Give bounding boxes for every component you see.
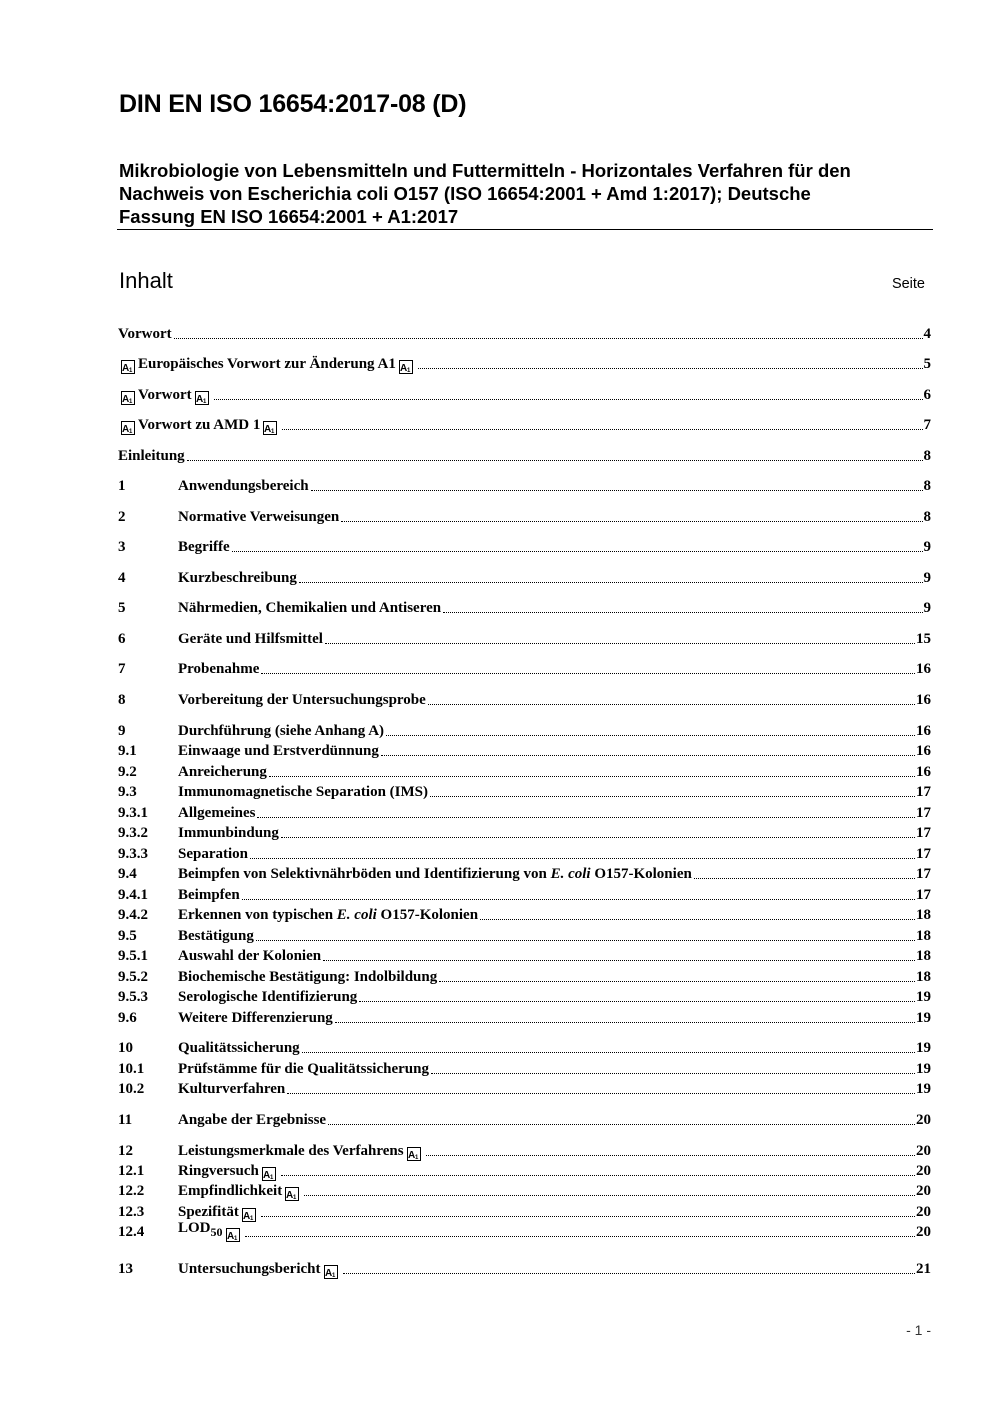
toc-entry-page: 19 <box>916 1040 931 1056</box>
toc-text-part: O157-Kolonien <box>376 907 479 923</box>
toc-entry[interactable] <box>118 1008 931 1028</box>
toc-entry-page: 19 <box>916 1081 931 1097</box>
toc-entry-page: 16 <box>916 764 931 780</box>
toc-entry-number: 4 <box>118 570 126 586</box>
dot-leader <box>480 918 915 920</box>
svg-text:1: 1 <box>233 1236 237 1242</box>
toc-entry-text: Untersuchungsbericht <box>178 1261 321 1277</box>
toc-text-subscript: 50 <box>210 1225 223 1239</box>
toc-entry-page: 18 <box>916 969 931 985</box>
svg-text:1: 1 <box>414 1155 418 1161</box>
svg-text:1: 1 <box>293 1195 297 1201</box>
amendment-end-icon <box>324 1265 338 1279</box>
toc-entry-page: 9 <box>923 539 931 555</box>
toc-entry-page: 17 <box>916 805 931 821</box>
toc-entry-page: 18 <box>916 907 931 923</box>
svg-text:1: 1 <box>129 368 133 374</box>
toc-entry-number: 9.4 <box>118 866 137 882</box>
toc-entry[interactable] <box>118 803 931 823</box>
dot-leader <box>302 1051 915 1053</box>
toc-entry-text: Prüfstämme für die Qualitätssicherung <box>178 1061 429 1077</box>
dot-leader <box>281 836 915 838</box>
dot-leader <box>381 754 915 756</box>
amendment-start-icon <box>121 421 135 435</box>
dot-leader <box>299 581 923 583</box>
title-rule <box>117 229 933 230</box>
toc-entry-number: 9.5 <box>118 928 137 944</box>
toc-entry-page: 16 <box>916 692 931 708</box>
dot-leader <box>694 877 915 879</box>
svg-text:1: 1 <box>331 1273 335 1279</box>
toc-entry-page: 16 <box>916 723 931 739</box>
toc-text-part: Beimpfen von Selektivnährböden und Identifizierung von <box>178 866 551 882</box>
toc-entry-number: 12 <box>118 1143 133 1159</box>
subtitle-line: Fassung EN ISO 16654:2001 + A1:2017 <box>119 206 459 227</box>
toc-entry-page: 20 <box>916 1112 931 1128</box>
svg-text:1: 1 <box>129 399 133 405</box>
toc-text-part: LOD <box>178 1220 211 1236</box>
toc-entry-page: 6 <box>923 387 931 403</box>
toc-entry-page: 18 <box>916 928 931 944</box>
toc-entry-number: 9.2 <box>118 764 137 780</box>
toc-entry[interactable] <box>118 507 931 527</box>
svg-text:A: A <box>264 424 272 435</box>
toc-entry-vorwort-a1[interactable] <box>118 385 931 405</box>
toc-entry[interactable] <box>118 690 931 710</box>
toc-entry[interactable] <box>118 762 931 782</box>
toc-entry[interactable] <box>118 926 931 946</box>
toc-entry-page: 20 <box>916 1224 931 1240</box>
toc-entry-text: Spezifität <box>178 1204 239 1220</box>
toc-entry[interactable] <box>118 721 931 741</box>
toc-entry-number: 10.2 <box>118 1081 145 1097</box>
toc-entry[interactable] <box>118 568 931 588</box>
toc-entry-text: Vorbereitung der Untersuchungsprobe <box>178 692 426 708</box>
dot-leader <box>269 775 915 777</box>
toc-entry-page: 20 <box>916 1204 931 1220</box>
svg-text:A: A <box>262 1170 271 1181</box>
toc-entry-page: 19 <box>916 989 931 1005</box>
toc-entry[interactable] <box>118 598 931 618</box>
dot-leader <box>256 939 915 941</box>
toc-entry-text: Ringversuch <box>178 1163 259 1179</box>
toc-entry-text: Anreicherung <box>178 764 267 780</box>
toc-entry-page: 20 <box>916 1163 931 1179</box>
toc-entry-text: Probenahme <box>178 661 260 677</box>
dot-leader <box>250 857 915 859</box>
dot-leader <box>261 672 915 674</box>
toc-entry[interactable] <box>118 1259 931 1279</box>
dot-leader <box>287 1092 915 1094</box>
dot-leader <box>174 337 923 339</box>
dot-leader <box>304 1194 915 1196</box>
toc-entry[interactable] <box>118 967 931 987</box>
toc-entry-text: Begriffe <box>178 539 230 555</box>
toc-entry-number: 12.2 <box>118 1183 145 1199</box>
toc-entry-text: Anwendungsbereich <box>178 478 309 494</box>
toc-entry-number: 11 <box>118 1112 133 1128</box>
toc-entry-page: 20 <box>916 1183 931 1199</box>
toc-entry-number: 9.3 <box>118 784 137 800</box>
toc-entry[interactable] <box>118 476 931 496</box>
amendment-end-icon <box>399 360 413 374</box>
toc-entry[interactable] <box>118 741 931 761</box>
toc-entry-number: 9 <box>118 723 126 739</box>
toc-entry[interactable] <box>118 1161 931 1181</box>
toc-entry-page: 9 <box>923 600 931 616</box>
toc-entry-page: 15 <box>916 631 931 647</box>
svg-text:A: A <box>195 394 203 405</box>
dot-leader <box>443 611 922 613</box>
toc-entry[interactable] <box>118 864 931 884</box>
toc-entry-text: Empfindlichkeit <box>178 1183 283 1199</box>
toc-entry-text: Normative Verweisungen <box>178 509 340 525</box>
toc-text-part: Erkennen von typischen <box>178 907 337 923</box>
dot-leader <box>257 816 915 818</box>
toc-entry[interactable] <box>118 987 931 1007</box>
dot-leader <box>335 1021 915 1023</box>
toc-entry[interactable] <box>118 823 931 843</box>
dot-leader <box>232 550 923 552</box>
subtitle-line: Nachweis von Escherichia coli O157 (ISO 16654:2001 + Amd 1:2017); Deutsche <box>119 183 811 204</box>
toc-entry-page: 16 <box>916 661 931 677</box>
svg-text:1: 1 <box>271 429 275 435</box>
toc-entry-text: Vorwort <box>118 326 172 342</box>
toc-entry-page: 17 <box>916 887 931 903</box>
dot-leader <box>428 703 915 705</box>
toc-entry-page: 17 <box>916 784 931 800</box>
toc-entry[interactable] <box>118 946 931 966</box>
toc-entry[interactable] <box>118 1110 931 1130</box>
toc-entry-text: Immunomagnetische Separation (IMS) <box>178 784 428 800</box>
toc-entry[interactable] <box>118 1202 931 1222</box>
svg-text:A: A <box>226 1231 234 1242</box>
toc-entry-text: Immunbindung <box>178 825 279 841</box>
toc-entry-page: 19 <box>916 1010 931 1026</box>
toc-entry-text: Europäisches Vorwort zur Änderung A1 <box>138 356 396 372</box>
toc-text-italic: E. coli <box>336 907 377 923</box>
toc-entry[interactable] <box>118 905 931 925</box>
dot-leader <box>242 898 915 900</box>
toc-entry-number: 1 <box>118 478 126 494</box>
toc-entry-number: 2 <box>118 509 126 525</box>
toc-entry-number: 9.3.3 <box>118 846 148 862</box>
toc-text-part: O157-Kolonien <box>590 866 692 882</box>
dot-leader <box>341 520 922 522</box>
toc-entry-vorwort[interactable] <box>118 324 931 344</box>
toc-entry-number: 12.1 <box>118 1163 145 1179</box>
svg-text:A: A <box>242 1211 251 1222</box>
dot-leader <box>214 398 923 400</box>
toc-entry-number: 6 <box>118 631 126 647</box>
toc-entry[interactable] <box>118 1181 931 1201</box>
subtitle-line: Mikrobiologie von Lebensmitteln und Futtermitteln - Horizontales Verfahren für den <box>119 160 851 181</box>
toc-entry-page: 4 <box>923 326 931 342</box>
toc-entry-text: Vorwort <box>138 387 192 403</box>
svg-text:A: A <box>407 1150 415 1161</box>
toc-entry-page: 17 <box>916 825 931 841</box>
toc-entry[interactable] <box>118 1222 931 1242</box>
svg-text:A: A <box>324 1268 332 1279</box>
toc-entry-vorwort-amd1[interactable] <box>118 415 931 435</box>
toc-entry-page: 17 <box>916 866 931 882</box>
toc-entry-text: Allgemeines <box>178 805 256 821</box>
dot-leader <box>430 795 915 797</box>
toc-entry[interactable] <box>118 1038 931 1058</box>
toc-entry-number: 3 <box>118 539 126 555</box>
toc-entry[interactable] <box>118 1059 931 1079</box>
dot-leader <box>386 734 915 736</box>
svg-text:A: A <box>286 1190 294 1201</box>
toc-entry-page: 8 <box>923 448 931 464</box>
toc-heading: Inhalt <box>119 268 173 293</box>
amendment-start-icon <box>121 360 135 374</box>
toc-entry-page: 5 <box>923 356 931 372</box>
dot-leader <box>328 1123 915 1125</box>
toc-entry-text: Angabe der Ergebnisse <box>178 1112 327 1128</box>
toc-entry-number: 9.3.2 <box>118 825 148 841</box>
svg-text:A: A <box>122 424 130 435</box>
dot-leader <box>261 1215 915 1217</box>
toc-page-column-label: Seite <box>891 276 925 292</box>
svg-text:1: 1 <box>269 1175 274 1181</box>
document-title: DIN EN ISO 16654:2017-08 (D) <box>119 90 467 118</box>
svg-text:A: A <box>122 394 130 405</box>
toc-entry-number: 9.5.2 <box>118 969 148 985</box>
svg-text:1: 1 <box>406 368 411 374</box>
svg-text:1: 1 <box>129 429 133 435</box>
amendment-end-icon <box>285 1187 299 1201</box>
toc-entry-number: 9.5.3 <box>118 989 148 1005</box>
toc-entry-text: Leistungsmerkmale des Verfahrens <box>178 1143 404 1159</box>
toc-entry-page: 16 <box>916 743 931 759</box>
toc-entry-number: 9.4.1 <box>118 887 148 903</box>
toc-entry[interactable] <box>118 1079 931 1099</box>
toc-entry-number: 5 <box>118 600 126 616</box>
svg-text:1: 1 <box>249 1216 254 1222</box>
toc-entry-number: 12.3 <box>118 1204 145 1220</box>
toc-entry-text: Geräte und Hilfsmittel <box>178 631 323 647</box>
toc-text-italic: E. coli <box>550 866 591 882</box>
dot-leader <box>323 959 915 961</box>
toc-entry-page: 18 <box>916 948 931 964</box>
toc-entry-text: Bestätigung <box>178 928 254 944</box>
toc-entry-page: 21 <box>916 1261 931 1277</box>
page-number: - 1 - <box>906 1322 931 1338</box>
toc-entry-text: Weitere Differenzierung <box>178 1010 333 1026</box>
toc-entry-einleitung[interactable] <box>118 446 931 466</box>
toc-entry[interactable] <box>118 659 931 679</box>
svg-text:A: A <box>399 363 408 374</box>
toc-entry-text <box>178 905 478 925</box>
toc-entry-number: 9.6 <box>118 1010 137 1026</box>
amendment-end-icon <box>226 1228 240 1242</box>
toc-entry-page: 9 <box>923 570 931 586</box>
toc-entry-page: 20 <box>916 1143 931 1159</box>
toc-entry-number: 9.5.1 <box>118 948 148 964</box>
amendment-end-icon <box>195 391 209 405</box>
toc-entry-text: Qualitätssicherung <box>178 1040 300 1056</box>
amendment-end-icon <box>407 1147 421 1161</box>
toc-entry-page: 8 <box>923 478 931 494</box>
amendment-end-icon <box>263 421 277 435</box>
svg-text:A: A <box>122 363 130 374</box>
toc-entry-text <box>178 864 692 884</box>
toc-entry-number: 9.3.1 <box>118 805 148 821</box>
dot-leader <box>245 1235 915 1237</box>
toc-entry[interactable] <box>118 885 931 905</box>
toc-entry-number: 9.4.2 <box>118 907 148 923</box>
dot-leader <box>325 642 915 644</box>
dot-leader <box>418 367 923 369</box>
toc-entry-number: 7 <box>118 661 126 677</box>
toc-entry-page: 8 <box>923 509 931 525</box>
dot-leader <box>343 1272 915 1274</box>
toc-entry-text: Nährmedien, Chemikalien und Antiseren <box>178 600 442 616</box>
toc-entry[interactable] <box>118 782 931 802</box>
document-subtitle <box>119 159 933 228</box>
toc-entry-text: Serologische Identifizierung <box>178 989 358 1005</box>
toc-entry-text: Beimpfen <box>178 887 240 903</box>
dot-leader <box>426 1154 915 1156</box>
dot-leader <box>311 489 923 491</box>
dot-leader <box>282 428 922 430</box>
toc-entry-text <box>178 1218 223 1242</box>
toc-entry-number: 10.1 <box>118 1061 145 1077</box>
svg-text:1: 1 <box>202 399 206 405</box>
dot-leader <box>431 1072 915 1074</box>
amendment-start-icon <box>121 391 135 405</box>
toc-entry[interactable] <box>118 537 931 557</box>
toc-entry-number: 12.4 <box>118 1224 145 1240</box>
dot-leader <box>187 459 923 461</box>
toc-entry-text: Auswahl der Kolonien <box>178 948 322 964</box>
toc-entry-page: 19 <box>916 1061 931 1077</box>
dot-leader <box>359 1000 915 1002</box>
toc-entry-text: Kurzbeschreibung <box>178 570 297 586</box>
amendment-end-icon <box>262 1167 276 1181</box>
toc-entry[interactable] <box>118 629 931 649</box>
toc-entry-text: Separation <box>178 846 249 862</box>
toc-entry[interactable] <box>118 1141 931 1161</box>
toc-entry-number: 10 <box>118 1040 133 1056</box>
toc-entry[interactable] <box>118 844 931 864</box>
toc-entry-text: Kulturverfahren <box>178 1081 286 1097</box>
toc-entry-text: Biochemische Bestätigung: Indolbildung <box>178 969 438 985</box>
toc-entry-number: 8 <box>118 692 126 708</box>
amendment-end-icon <box>242 1208 256 1222</box>
toc-entry-text: Einleitung <box>118 448 185 464</box>
toc-entry-page: 17 <box>916 846 931 862</box>
toc-entry-number: 13 <box>118 1261 133 1277</box>
toc-entry-number: 9.1 <box>118 743 137 759</box>
dot-leader <box>281 1174 915 1176</box>
dot-leader <box>439 980 915 982</box>
toc-entry-text: Durchführung (siehe Anhang A) <box>178 723 385 739</box>
toc-entry-europaeisches-vorwort[interactable] <box>118 354 931 374</box>
toc-entry-text: Einwaage und Erstverdünnung <box>178 743 379 759</box>
toc-entry-page: 7 <box>923 417 931 433</box>
toc-entry-text: Vorwort zu AMD 1 <box>138 417 261 433</box>
